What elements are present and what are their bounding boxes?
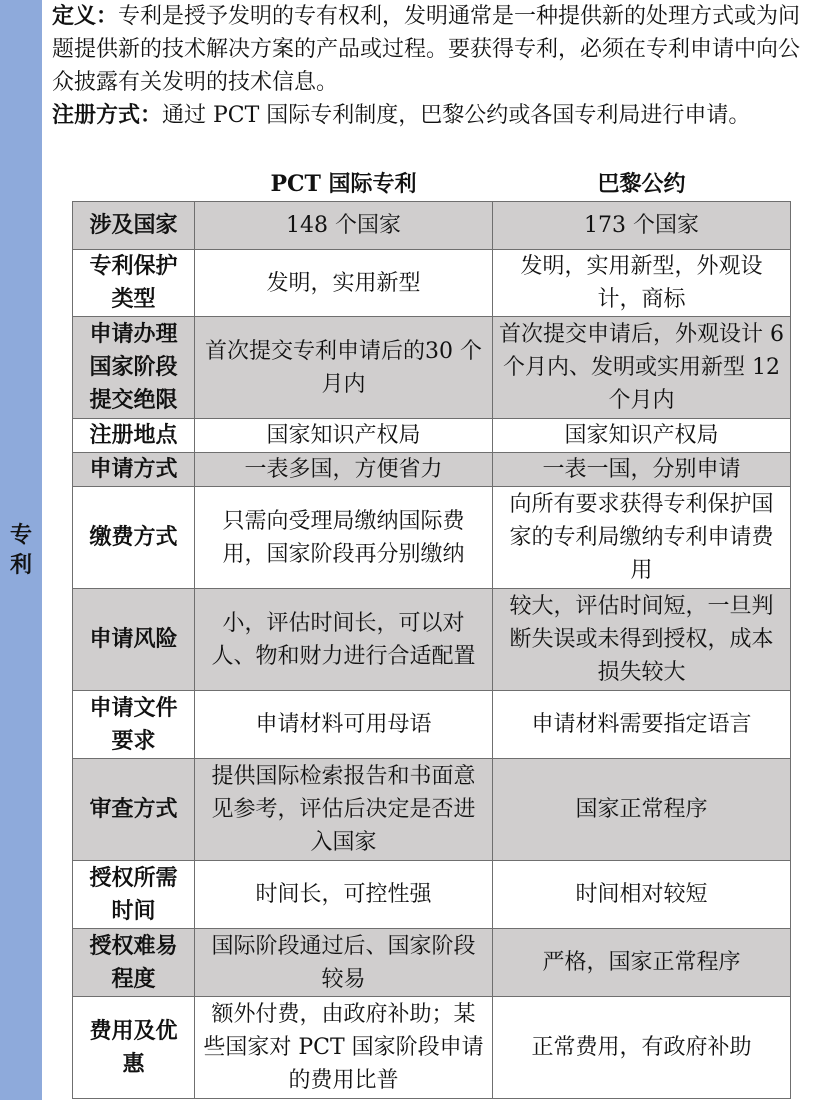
paris-cell: 国家正常程序 (493, 759, 791, 861)
table-row (73, 691, 791, 759)
pct-cell: 一表多国，方便省力 (195, 453, 493, 487)
row-header-cell: 申请方式 (73, 453, 195, 487)
header-pct: PCT 国际专利 (195, 163, 493, 202)
table-header-row (73, 163, 791, 202)
pct-cell: 申请材料可用母语 (195, 691, 493, 759)
table-row (73, 202, 791, 250)
row-header-cell: 涉及国家 (73, 202, 195, 250)
comparison-table (72, 163, 791, 1099)
pct-cell: 首次提交专利申请后的30 个月内 (195, 317, 493, 419)
pct-cell: 国际阶段通过后、国家阶段较易 (195, 929, 493, 997)
paris-cell: 国家知识产权局 (493, 419, 791, 453)
row-header-cell: 审查方式 (73, 759, 195, 861)
pct-cell: 时间长，可控性强 (195, 861, 493, 929)
definition-label: 定义： (52, 3, 119, 29)
registration-paragraph (52, 99, 820, 132)
paris-cell: 发明，实用新型，外观设计，商标 (493, 250, 791, 317)
pct-cell: 额外付费，由政府补助；某些国家对 PCT 国家阶段申请的费用比普 (195, 997, 493, 1099)
table-row (73, 759, 791, 861)
definition-paragraph (52, 0, 820, 99)
header-corner (73, 163, 195, 202)
paris-cell: 时间相对较短 (493, 861, 791, 929)
table-row (73, 487, 791, 589)
table-row (73, 250, 791, 317)
row-header-cell: 申请文件要求 (73, 691, 195, 759)
section-sidebar (0, 0, 42, 1100)
paris-cell: 173 个国家 (493, 202, 791, 250)
table-row (73, 419, 791, 453)
section-label-char: 专 (9, 522, 32, 548)
table-row (73, 317, 791, 419)
pct-cell: 小，评估时间长，可以对人、物和财力进行合适配置 (195, 589, 493, 691)
row-header-cell: 注册地点 (73, 419, 195, 453)
definition-text: 专利是授予发明的专有权利，发明通常是一种提供新的处理方式或为问题提供新的技术解决方案的产品或过程。要获得专利，必须在专利申请中向公众披露有关发明的技术信息。 (52, 4, 801, 95)
header-paris: 巴黎公约 (493, 163, 791, 202)
pct-cell: 148 个国家 (195, 202, 493, 250)
row-header-cell: 缴费方式 (73, 487, 195, 589)
section-label (0, 520, 42, 580)
paris-cell: 正常费用，有政府补助 (493, 997, 791, 1099)
pct-cell: 国家知识产权局 (195, 419, 493, 453)
paris-cell: 一表一国，分别申请 (493, 453, 791, 487)
paris-cell: 首次提交申请后，外观设计 6 个月内、发明或实用新型 12 个月内 (493, 317, 791, 419)
table-body (73, 202, 791, 1099)
section-label-char: 利 (9, 552, 32, 578)
table-row (73, 453, 791, 487)
pct-cell: 只需向受理局缴纳国际费用，国家阶段再分别缴纳 (195, 487, 493, 589)
registration-text: 通过 PCT 国际专利制度，巴黎公约或各国专利局进行申请。 (162, 103, 751, 128)
pct-cell: 发明，实用新型 (195, 250, 493, 317)
paris-cell: 较大，评估时间短，一旦判断失误或未得到授权，成本损失较大 (493, 589, 791, 691)
registration-label: 注册方式： (52, 102, 163, 128)
paris-cell: 严格，国家正常程序 (493, 929, 791, 997)
row-header-cell: 授权所需时间 (73, 861, 195, 929)
paris-cell: 申请材料需要指定语言 (493, 691, 791, 759)
row-header-cell: 费用及优惠 (73, 997, 195, 1099)
row-header-cell: 授权难易程度 (73, 929, 195, 997)
table-row (73, 997, 791, 1099)
table-row (73, 861, 791, 929)
pct-cell: 提供国际检索报告和书面意见参考，评估后决定是否进入国家 (195, 759, 493, 861)
table-row (73, 929, 791, 997)
comparison-table-wrapper (72, 163, 790, 1099)
intro-section (52, 0, 820, 132)
row-header-cell: 申请风险 (73, 589, 195, 691)
table-row (73, 589, 791, 691)
row-header-cell: 专利保护类型 (73, 250, 195, 317)
paris-cell: 向所有要求获得专利保护国家的专利局缴纳专利申请费用 (493, 487, 791, 589)
row-header-cell: 申请办理国家阶段提交绝限 (73, 317, 195, 419)
